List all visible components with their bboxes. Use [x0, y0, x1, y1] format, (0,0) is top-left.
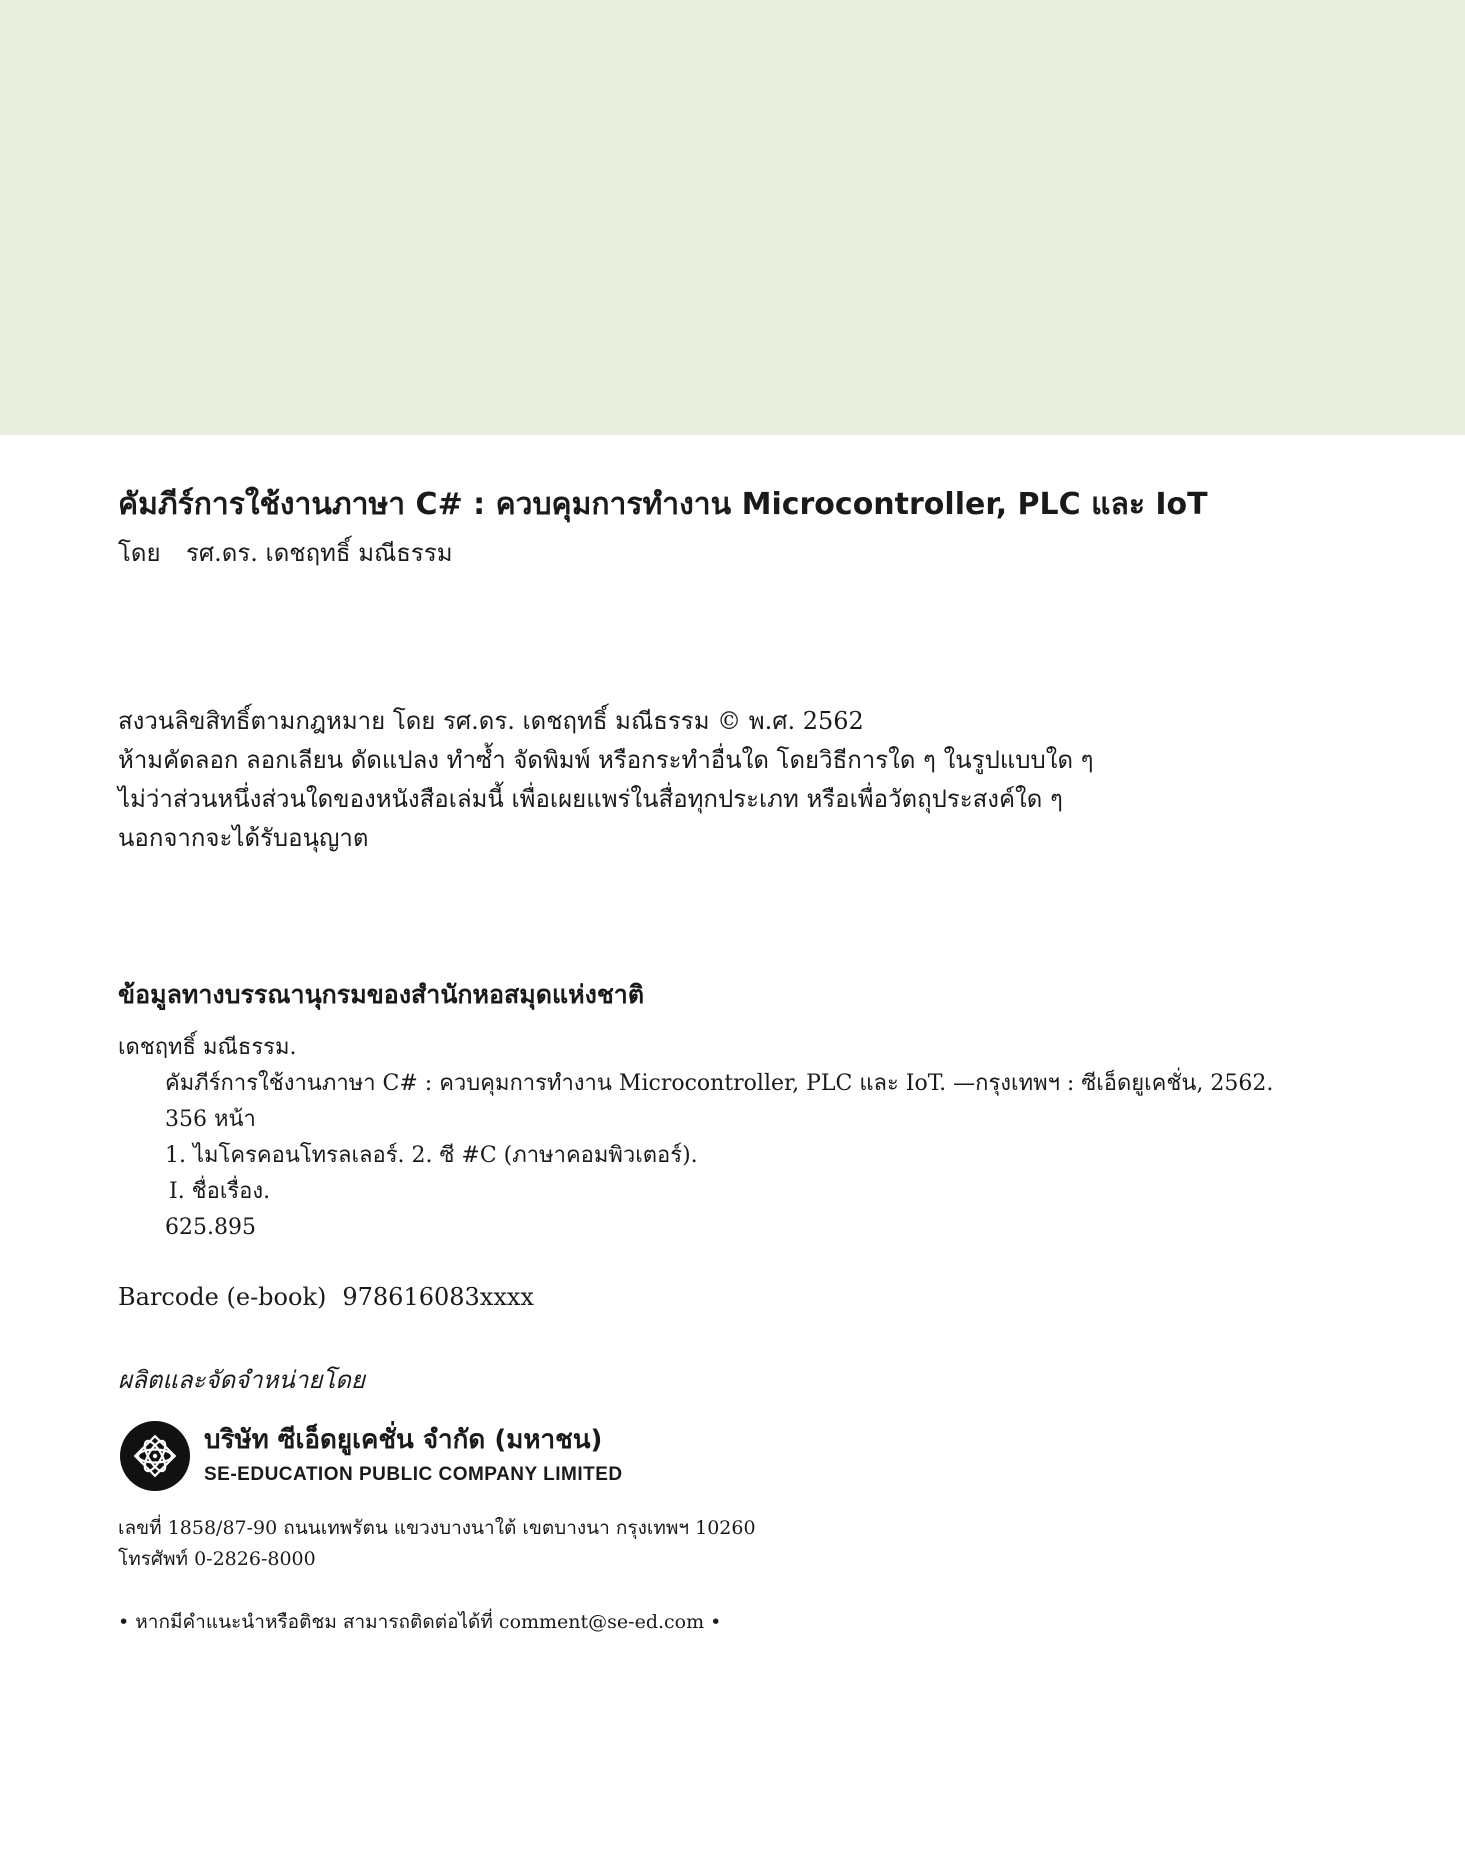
cip-title-entry: คัมภีร์การใช้งานภาษา C# : ควบคุมการทำงาน Microcontroller, PLC และ IoT. —กรุงเทพฯ : ซีเอ็ดยูเคชั่น, 2562.: [165, 1071, 1274, 1096]
copyright-line: ไม่ว่าส่วนหนึ่งส่วนใดของหนังสือเล่มนี้ เพื่อเผยแพร่ในสื่อทุกประเภท หรือเพื่อวัตถุประสงค์ใด ๆ: [118, 785, 1063, 813]
cip-classification: 625.895: [165, 1215, 256, 1240]
se-ed-atom-logo-icon: [119, 1420, 191, 1492]
cip-author-entry: เดชฤทธิ์ มณีธรรม.: [118, 1035, 297, 1060]
publisher-phone: โทรศัพท์ 0-2826-8000: [118, 1548, 316, 1570]
publisher-name-english: SE-EDUCATION PUBLIC COMPANY LIMITED: [204, 1464, 623, 1485]
cip-subjects: 1. ไมโครคอนโทรลเลอร์. 2. ซี #C (ภาษาคอมพิวเตอร์).: [165, 1143, 698, 1168]
author-name: รศ.ดร. เดชฤทธิ์ มณีธรรม: [186, 539, 453, 567]
cip-heading: ข้อมูลทางบรรณานุกรมของสำนักหอสมุดแห่งชาติ: [118, 980, 645, 1009]
book-title: คัมภีร์การใช้งานภาษา C# : ควบคุมการทำงาน Microcontroller, PLC และ IoT: [118, 487, 1208, 522]
cip-record: [118, 1030, 1273, 1246]
copyright-line: นอกจากจะได้รับอนุญาต: [118, 824, 369, 852]
publisher-block: [119, 1420, 819, 1494]
barcode-label: Barcode (e-book): [118, 1283, 327, 1311]
publisher-address: เลขที่ 1858/87-90 ถนนเทพรัตน แขวงบางนาใต้ เขตบางนา กรุงเทพฯ 10260: [118, 1517, 756, 1539]
feedback-note: • หากมีคำแนะนำหรือติชม สามารถติดต่อได้ที่ comment@se-ed.com •: [118, 1611, 722, 1633]
author-line: [118, 536, 453, 570]
produced-by-label: ผลิตและจัดจำหน่ายโดย: [118, 1366, 365, 1394]
barcode-line: [118, 1280, 534, 1314]
by-label: โดย: [118, 539, 161, 567]
cip-pages: 356 หน้า: [165, 1107, 256, 1132]
copyright-line: ห้ามคัดลอก ลอกเลียน ดัดแปลง ทำซ้ำ จัดพิมพ์ หรือกระทำอื่นใด โดยวิธีการใด ๆ ในรูปแบบใด ๆ: [118, 746, 1094, 774]
copyright-notice: [118, 702, 1094, 858]
cip-title-heading: I. ชื่อเรื่อง.: [169, 1179, 271, 1204]
copyright-line: สงวนลิขสิทธิ์ตามกฎหมาย โดย รศ.ดร. เดชฤทธิ์ มณีธรรม © พ.ศ. 2562: [118, 707, 864, 735]
header-color-band: [0, 0, 1465, 435]
publisher-name-thai: บริษัท ซีเอ็ดยูเคชั่น จำกัด (มหาชน): [204, 1425, 603, 1455]
publisher-contact: [118, 1513, 756, 1575]
barcode-number: 978616083xxxx: [342, 1283, 534, 1311]
